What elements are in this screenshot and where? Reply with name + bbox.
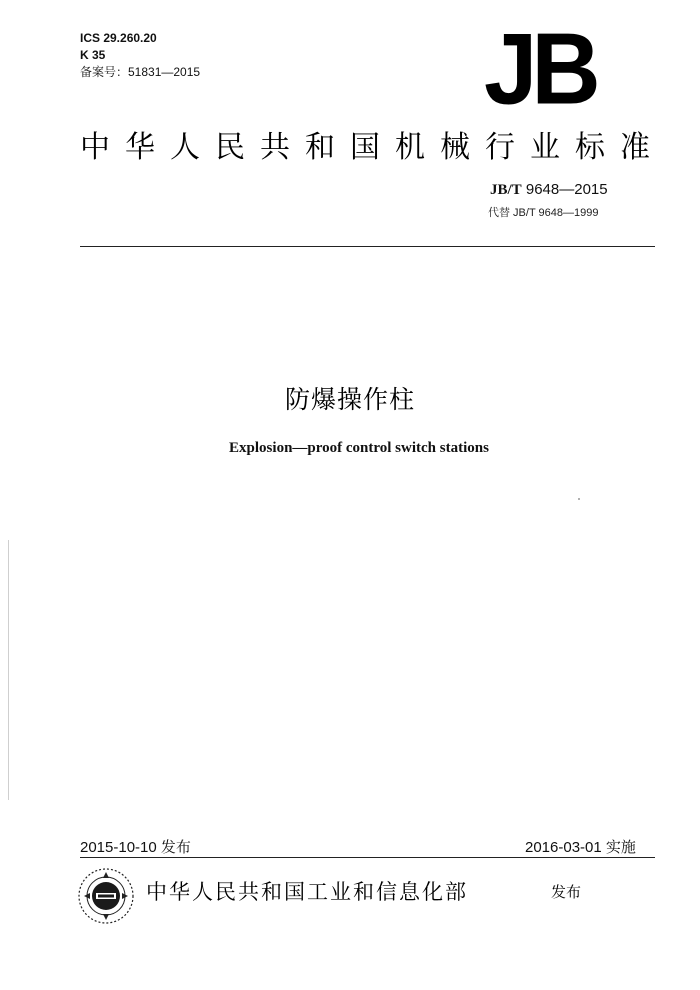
jb-logo: JB <box>484 13 595 126</box>
standard-number-value: 9648—2015 <box>521 181 608 198</box>
document-title-en: Explosion—proof control switch stations <box>229 440 489 456</box>
ministry-emblem-icon <box>76 866 136 926</box>
standard-number <box>490 181 608 199</box>
scan-speck <box>578 498 580 500</box>
filing-number: 备案号：51831—2015 <box>80 65 201 79</box>
publisher-name: 中华人民共和国工业和信息化部 <box>146 880 468 904</box>
issue-date: 2015-10-10 发布 <box>80 839 191 856</box>
ccs-code: K 35 <box>80 48 106 62</box>
bottom-divider <box>80 857 655 858</box>
ics-code: ICS 29.260.20 <box>80 31 157 45</box>
top-divider <box>80 246 655 247</box>
header-title: 中华人民共和国机械行业标准 <box>80 130 665 165</box>
document-title-cn: 防爆操作柱 <box>284 385 415 414</box>
publish-label: 发布 <box>551 883 582 901</box>
replaces-standard: 代替 JB/T 9648—1999 <box>488 207 599 219</box>
implementation-date: 2016-03-01 实施 <box>525 839 636 856</box>
scan-margin-line <box>8 540 9 800</box>
standard-prefix: JB/T <box>490 182 522 198</box>
